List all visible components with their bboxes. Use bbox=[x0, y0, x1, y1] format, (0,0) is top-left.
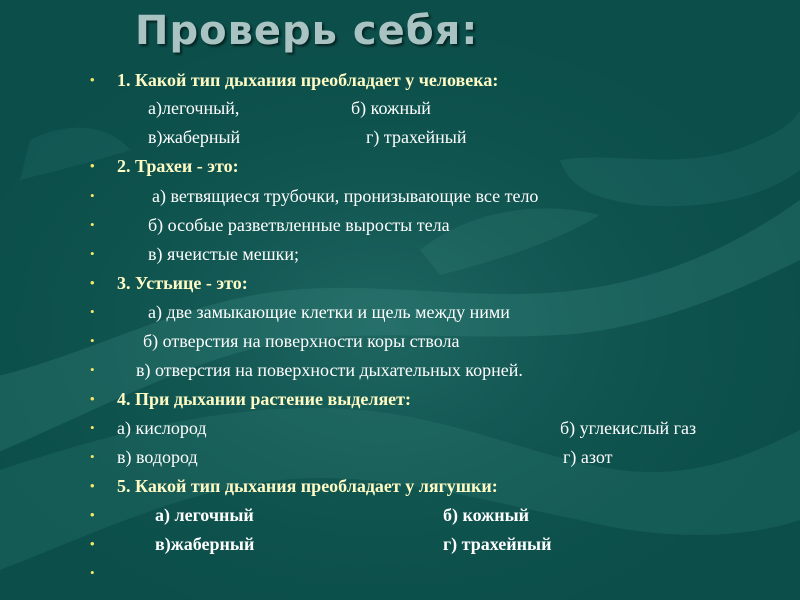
answer-row: • в)жаберный г) трахейный bbox=[0, 530, 800, 558]
question-1: • 1. Какой тип дыхания преобладает у человека: bbox=[0, 66, 800, 94]
question-3: • 3. Устьице - это: bbox=[0, 269, 800, 297]
answer-row: • б) отверстия на поверхности коры ствола bbox=[0, 327, 800, 355]
answer-row: • а) две замыкающие клетки и щель между ними bbox=[0, 298, 800, 326]
answer-row: • а) ветвящиеся трубочки, пронизывающие все тело bbox=[0, 182, 800, 210]
slide-title: Проверь себя: bbox=[135, 8, 479, 54]
bullet-icon: • bbox=[90, 158, 95, 173]
bullet-icon: • bbox=[90, 478, 95, 493]
bullet-icon: • bbox=[90, 391, 95, 406]
question-2: • 2. Трахеи - это: bbox=[0, 152, 800, 180]
answer-row: • б) особые разветвленные выросты тела bbox=[0, 211, 800, 239]
answer-row: • а) кислород б) углекислый газ bbox=[0, 414, 800, 442]
bullet-icon: • bbox=[90, 304, 95, 319]
bullet-icon: • bbox=[90, 217, 95, 232]
bullet-icon: • bbox=[90, 246, 95, 261]
empty-row bbox=[0, 559, 800, 587]
answer-row: в)жаберный г) трахейный bbox=[148, 127, 467, 147]
bullet-icon: • bbox=[90, 565, 95, 580]
question-4: • 4. При дыхании растение выделяет: bbox=[0, 385, 800, 413]
answer-row: • в) ячеистые мешки; bbox=[0, 240, 800, 268]
answer-row: • в) водород г) азот bbox=[0, 443, 800, 471]
question-5: • 5. Какой тип дыхания преобладает у лягушки: bbox=[0, 472, 800, 500]
answer-row: • в) отверстия на поверхности дыхательных корней. bbox=[0, 356, 800, 384]
bullet-icon: • bbox=[90, 275, 95, 290]
bullet-icon: • bbox=[90, 420, 95, 435]
bullet-icon: • bbox=[90, 72, 95, 87]
bullet-icon: • bbox=[90, 362, 95, 377]
answer-row: • а) легочный б) кожный bbox=[0, 501, 800, 529]
answer-row: а)легочный, б) кожный bbox=[148, 98, 431, 118]
bullet-icon: • bbox=[90, 507, 95, 522]
bullet-icon: • bbox=[90, 536, 95, 551]
bullet-icon: • bbox=[90, 188, 95, 203]
bullet-icon: • bbox=[90, 333, 95, 348]
bullet-icon: • bbox=[90, 449, 95, 464]
